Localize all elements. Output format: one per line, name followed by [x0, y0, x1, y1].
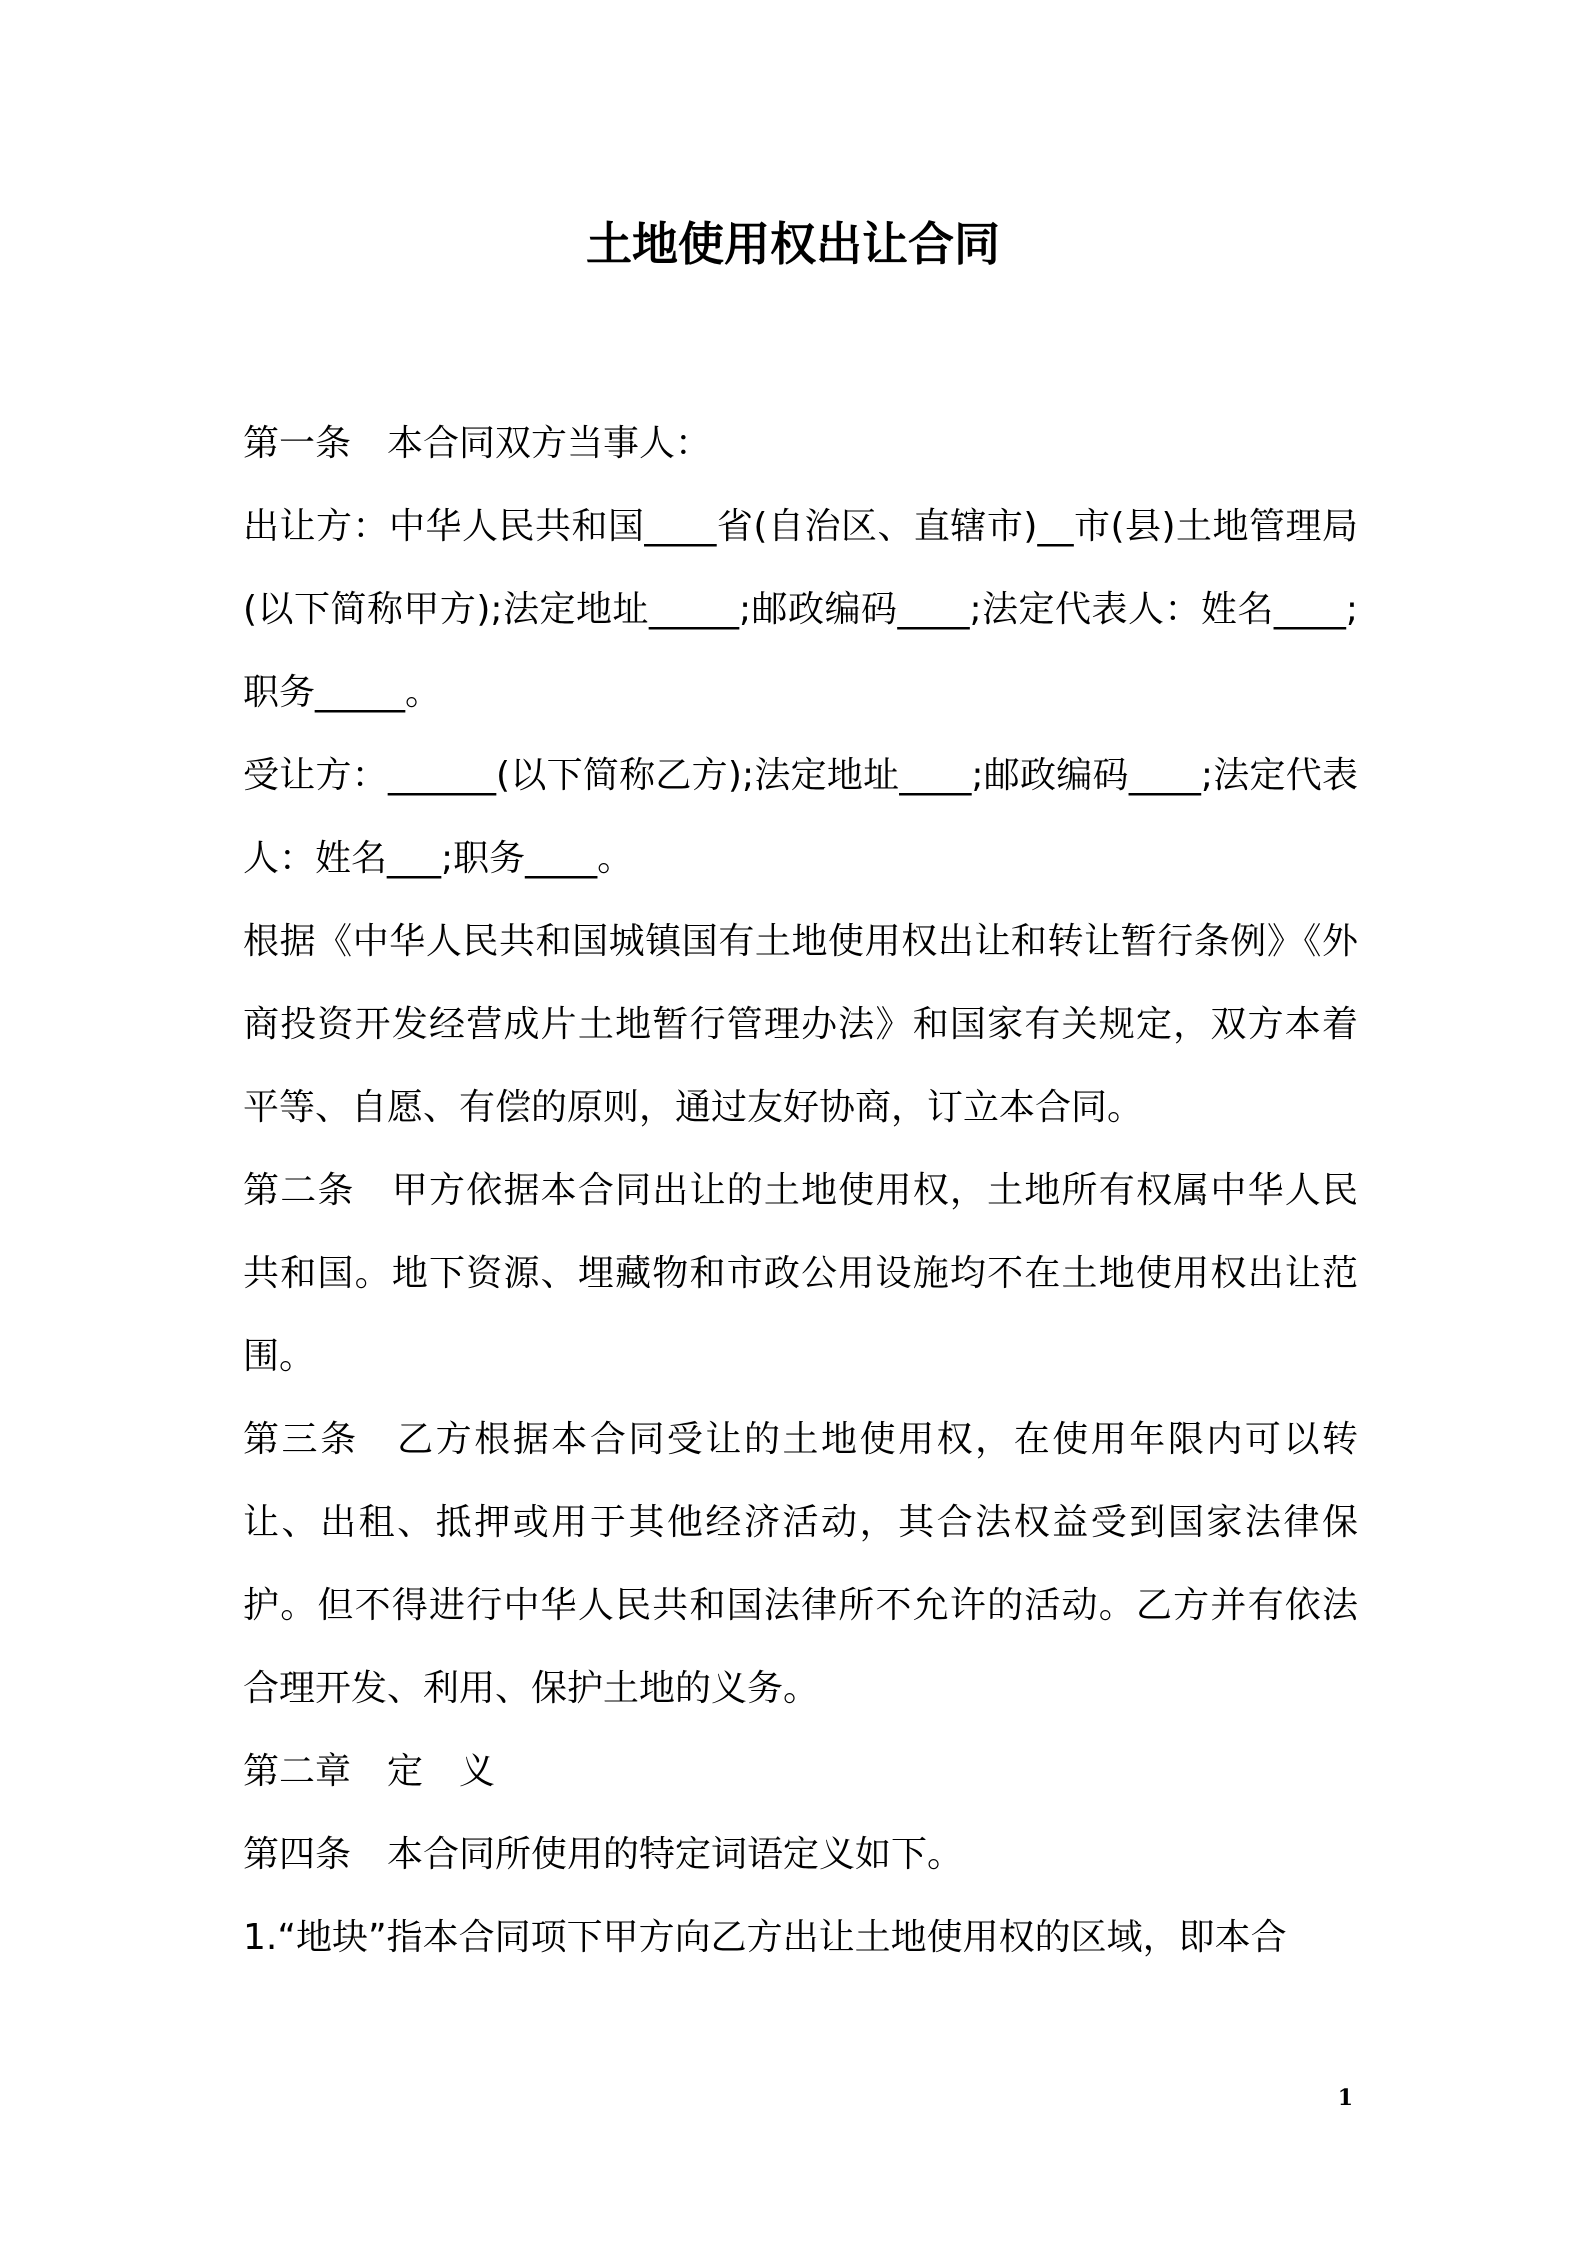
article-3-paragraph: 第三条 乙方根据本合同受让的土地使用权，在使用年限内可以转让、出租、抵押或用于其他经济活动，其合法权益受到国家法律保护。但不得进行中华人民共和国法律所不允许的活动。乙方并有依法合理开发、利用、保护土地的义务。 — [243, 1419, 1358, 1709]
article-1-heading: 第一条 本合同双方当事人： — [243, 423, 712, 464]
grantor-paragraph: 出让方：中华人民共和国____省(自治区、直辖市)__市(县)土地管理局(以下简称甲方);法定地址_____;邮政编码____;法定代表人：姓名____;职务_____。 — [243, 506, 1358, 713]
legal-basis-paragraph: 根据《中华人民共和国城镇国有土地使用权出让和转让暂行条例》《外商投资开发经营成片土地暂行管理办法》和国家有关规定，双方本着平等、自愿、有偿的原则，通过友好协商，订立本合同。 — [243, 921, 1358, 1128]
page-number: 1 — [1337, 2085, 1353, 2111]
chapter-2-heading: 第二章 定 义 — [243, 1751, 496, 1792]
article-4-paragraph: 第四条 本合同所使用的特定词语定义如下。 — [243, 1834, 964, 1875]
grantee-paragraph: 受让方：______(以下简称乙方);法定地址____;邮政编码____;法定代表人：姓名___;职务____。 — [243, 755, 1358, 879]
document-body — [243, 402, 1358, 1979]
definition-1-paragraph: 1.“地块”指本合同项下甲方向乙方出让土地使用权的区域，即本合 — [243, 1917, 1287, 1958]
document-title: 土地使用权出让合同 — [586, 217, 1000, 271]
article-2-paragraph: 第二条 甲方依据本合同出让的土地使用权，土地所有权属中华人民共和国。地下资源、埋藏物和市政公用设施均不在土地使用权出让范围。 — [243, 1170, 1358, 1377]
